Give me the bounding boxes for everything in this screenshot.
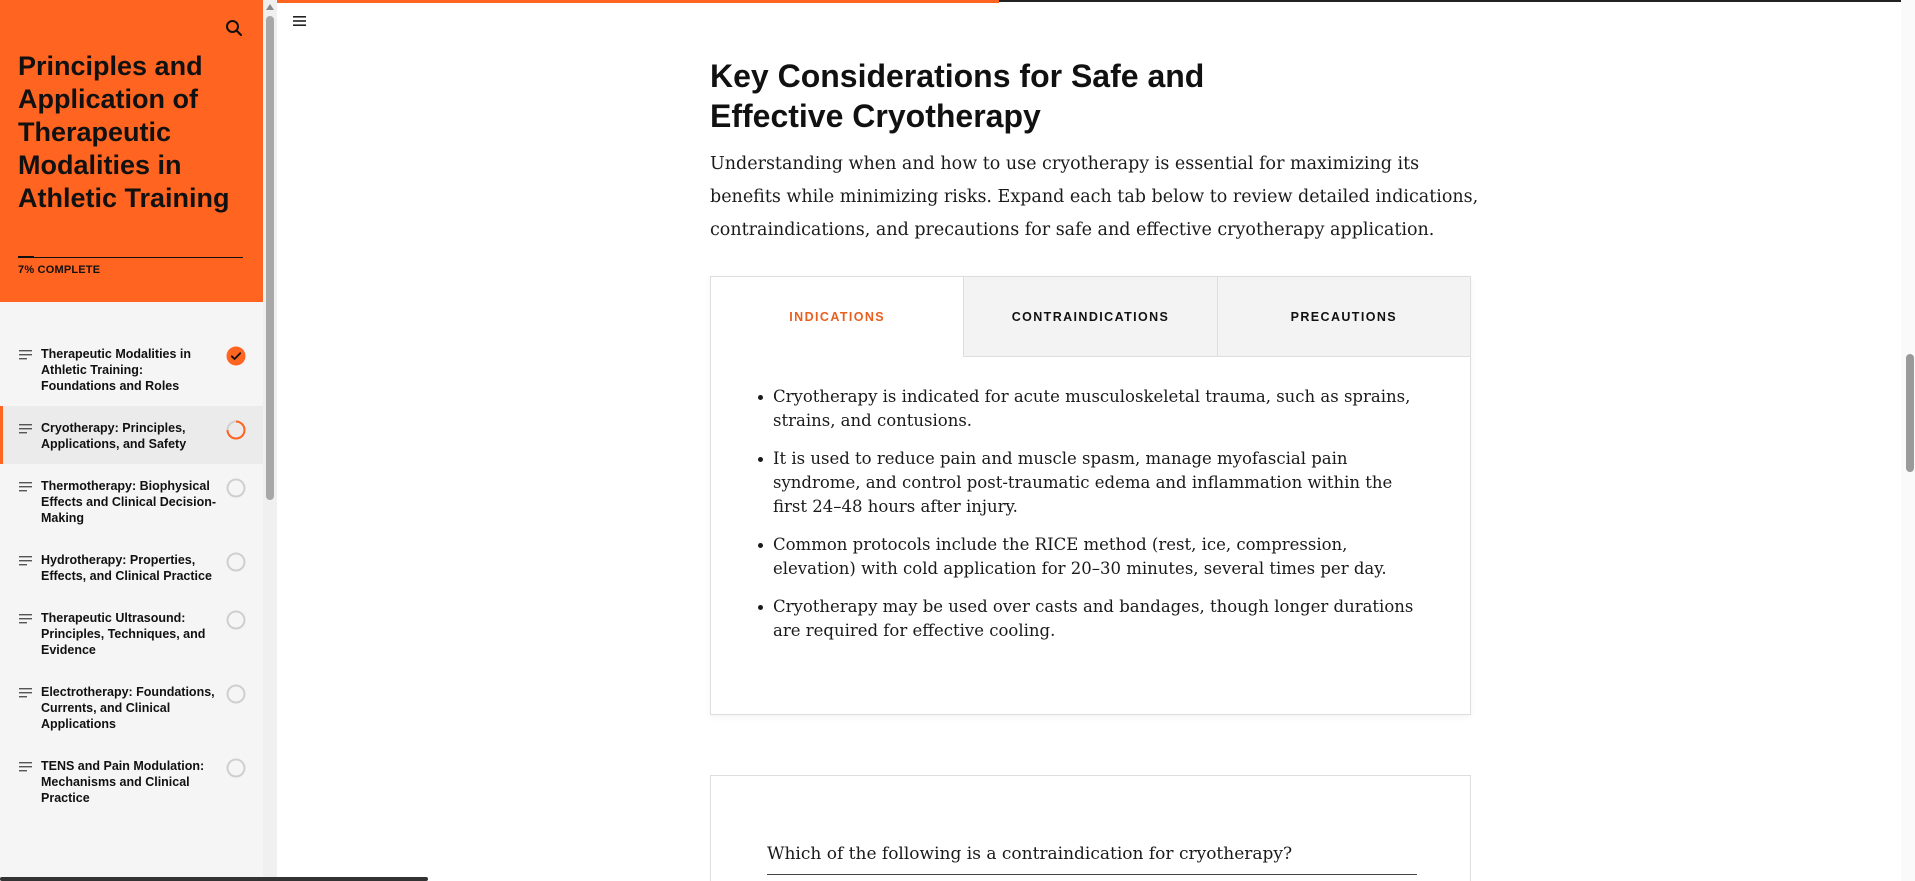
lesson-label: Cryotherapy: Principles, Applications, and Safety [41, 421, 187, 451]
lesson-label: Therapeutic Ultrasound: Principles, Techniques, and Evidence [41, 611, 206, 657]
course-title: Principles and Application of Therapeutic Modalities in Athletic Training [18, 51, 230, 213]
drag-handle-icon [18, 761, 34, 773]
partial-progress-circle-icon [226, 420, 246, 440]
tab-precautions[interactable]: PRECAUTIONS [1217, 277, 1470, 357]
lesson-label: TENS and Pain Modulation: Mechanisms and Clinical Practice [41, 759, 205, 805]
empty-circle-icon [226, 758, 246, 778]
empty-circle-icon [226, 684, 246, 704]
drag-handle-icon [18, 423, 34, 435]
sidebar-scrollbar[interactable] [263, 0, 277, 881]
empty-circle-icon [226, 552, 246, 572]
indication-item: Cryotherapy may be used over casts and bandages, though longer durations are required for effective cooling. [773, 595, 1430, 643]
lesson-list [0, 332, 263, 818]
bottom-scroll-indicator [0, 877, 428, 881]
sidebar-scrollbar-thumb[interactable] [266, 16, 274, 500]
drag-handle-icon [18, 687, 34, 699]
indication-item: Cryotherapy is indicated for acute musculoskeletal trauma, such as sprains, strains, and contusions. [773, 385, 1430, 433]
menu-toggle-button[interactable] [293, 14, 313, 34]
indication-item: Common protocols include the RICE method (rest, ice, compression, elevation) with cold application for 20–30 minutes, several times per day. [773, 533, 1430, 581]
quiz-question: Which of the following is a contraindication for cryotherapy? [767, 844, 1293, 864]
sidebar-lesson-item[interactable] [0, 406, 263, 464]
empty-circle-icon [226, 610, 246, 630]
drag-handle-icon [18, 613, 34, 625]
sidebar-lesson-item[interactable] [0, 744, 263, 818]
course-progress-bar [18, 257, 243, 258]
main-content [277, 0, 1901, 881]
tab-panel-indications [711, 357, 1470, 643]
search-button[interactable] [222, 16, 246, 40]
lesson-progress-bar [277, 0, 1901, 2]
empty-circle-icon [226, 478, 246, 498]
tabs-card [710, 276, 1471, 715]
sidebar-lesson-item[interactable] [0, 670, 263, 744]
search-icon [225, 19, 243, 37]
page-heading: Key Considerations for Safe and Effective Cryotherapy [710, 58, 1205, 134]
lesson-label: Thermotherapy: Biophysical Effects and Clinical Decision-Making [41, 479, 217, 525]
lesson-label: Therapeutic Modalities in Athletic Training: Foundations and Roles [41, 347, 192, 393]
intro-paragraph: Understanding when and how to use cryotherapy is essential for maximizing its benefits while minimizing risks. Expand each tab below to review detailed indications, contraindications, and precautions for safe and effective cryotherapy application. [710, 154, 1479, 240]
sidebar-header [0, 0, 263, 302]
sidebar-lesson-item[interactable] [0, 464, 263, 538]
indications-list [773, 385, 1430, 643]
course-progress-fill [18, 256, 34, 258]
hamburger-menu-icon [293, 14, 307, 28]
checkmark-circle-icon [226, 346, 246, 366]
sidebar-lesson-item[interactable] [0, 596, 263, 670]
lesson-label: Electrotherapy: Foundations, Currents, and Clinical Applications [41, 685, 215, 731]
main-scrollbar-thumb[interactable] [1906, 354, 1914, 472]
sidebar-lesson-item[interactable] [0, 332, 263, 406]
indication-item: It is used to reduce pain and muscle spasm, manage myofascial pain syndrome, and control post-traumatic edema and inflammation within the first 24–48 hours after injury. [773, 447, 1430, 519]
main-scrollbar[interactable] [1901, 0, 1915, 881]
tab-bar [711, 277, 1470, 357]
lesson-progress-fill [277, 0, 999, 3]
sidebar-lesson-item[interactable] [0, 538, 263, 596]
quiz-divider [767, 874, 1417, 875]
tab-contraindications[interactable]: CONTRAINDICATIONS [963, 277, 1216, 357]
drag-handle-icon [18, 481, 34, 493]
course-progress-label: 7% COMPLETE [18, 264, 101, 276]
drag-handle-icon [18, 349, 34, 361]
tab-indications[interactable]: INDICATIONS [711, 277, 963, 357]
scroll-up-arrow-icon[interactable] [266, 4, 274, 10]
drag-handle-icon [18, 555, 34, 567]
sidebar [0, 0, 263, 881]
lesson-label: Hydrotherapy: Properties, Effects, and Clinical Practice [41, 553, 212, 583]
quiz-card [710, 775, 1471, 881]
